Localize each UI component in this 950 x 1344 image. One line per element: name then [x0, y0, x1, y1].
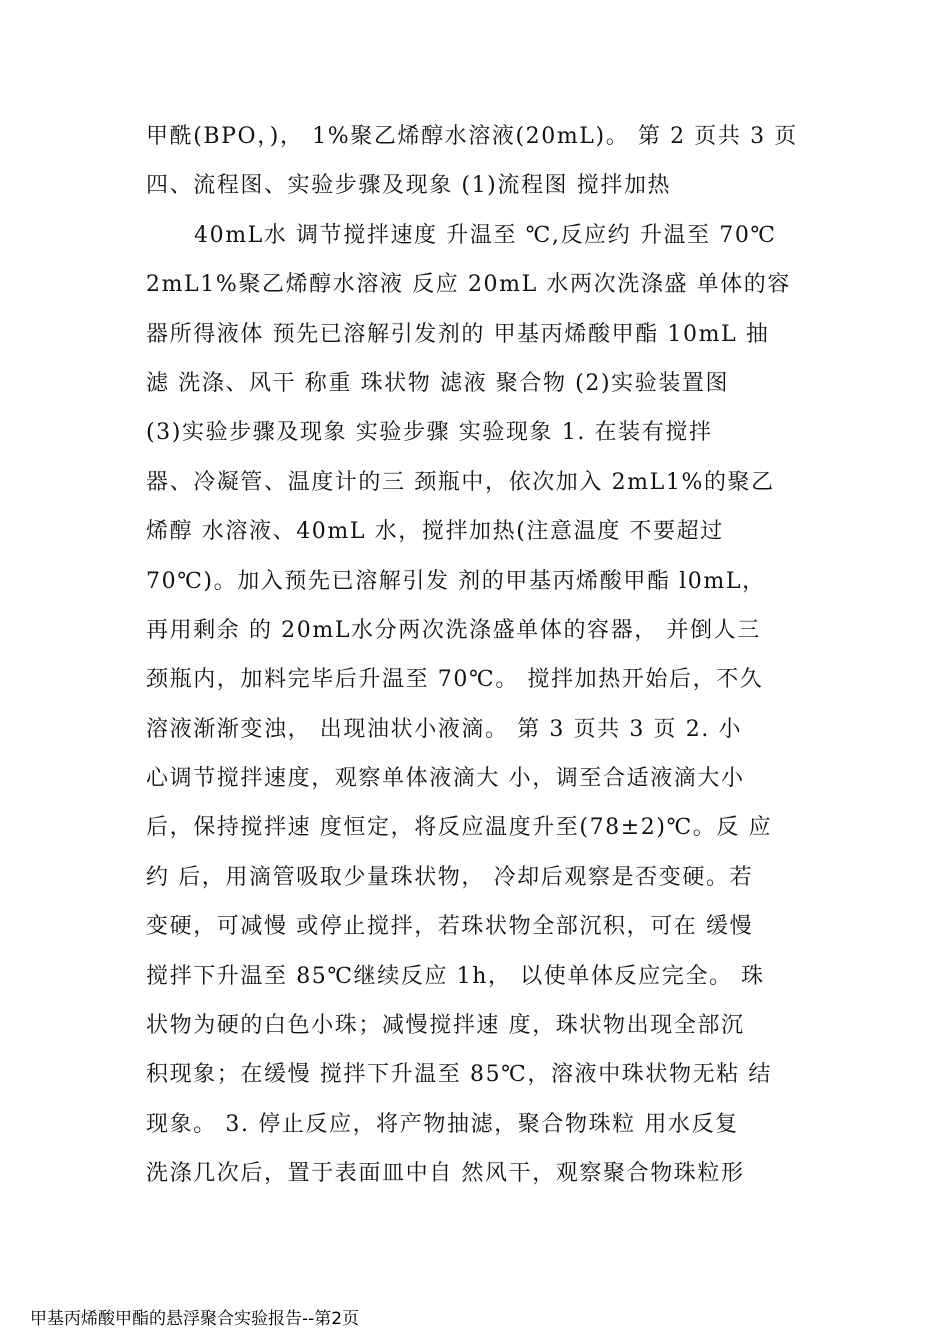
text-line: 烯醇 水溶液、40mL 水，搅拌加热(注意温度 不要超过: [146, 519, 724, 545]
body-text: [146, 112, 816, 1199]
text-line: 甲酰(BPO，)， 1%聚乙烯醇水溶液(20mL)。 第 2 页共 3 页: [146, 124, 798, 149]
text-line: 状物为硬的白色小珠；减慢搅拌速 度，珠状物出现全部沉: [146, 1013, 745, 1039]
text-line: 洗涤几次后，置于表面皿中自 然风干，观察聚合物珠粒形: [146, 1161, 745, 1187]
text-line: 器、冷凝管、温度计的三 颈瓶中，依次加入 2mL1%的聚乙: [146, 469, 775, 495]
text-line: (3)实验步骤及现象 实验步骤 实验现象 1. 在装有搅拌: [146, 420, 713, 446]
text-line: 70℃)。加入预先已溶解引发 剂的甲基丙烯酸甲酯 l0mL，: [146, 568, 766, 594]
text-line: 积现象；在缓慢 搅拌下升温至 85℃，溶液中珠状物无粘 结: [146, 1062, 772, 1088]
text-line: 心调节搅拌速度，观察单体液滴大 小，调至合适液滴大小: [146, 766, 745, 792]
page-footer: 甲基丙烯酸甲酯的悬浮聚合实验报告--第2页: [30, 1309, 360, 1329]
text-line: 变硬，可减慢 或停止搅拌，若珠状物全部沉积，可在 缓慢: [146, 914, 754, 940]
text-line: 现象。 3. 停止反应，将产物抽滤，聚合物珠粒 用水反复: [146, 1111, 739, 1137]
text-line: 2mL1%聚乙烯醇水溶液 反应 20mL 水两次洗涤盛 单体的容: [146, 272, 792, 298]
text-line: 溶液渐渐变浊， 出现油状小液滴。 第 3 页共 3 页 2. 小: [146, 716, 743, 742]
text-line: 颈瓶内，加料完毕后升温至 70℃。 搅拌加热开始后，不久: [146, 667, 764, 693]
text-line: 滤 洗涤、风干 称重 珠状物 滤液 聚合物 (2)实验装置图: [146, 370, 730, 396]
text-line: 后，保持搅拌速 度恒定，将反应温度升至(78±2)℃。反 应: [146, 815, 773, 841]
text-line: 四、流程图、实验步骤及现象 (1)流程图 搅拌加热: [146, 173, 672, 199]
text-line: 器所得液体 预先已溶解引发剂的 甲基丙烯酸甲酯 10mL 抽: [146, 321, 770, 347]
text-line: 搅拌下升温至 85℃继续反应 1h， 以使单体反应完全。 珠: [146, 963, 765, 989]
text-line: 40mL水 调节搅拌速度 升温至 ℃,反应约 升温至 70℃: [194, 222, 777, 248]
text-line: 再用剩余 的 20mL水分两次洗涤盛单体的容器， 并倒人三: [146, 617, 761, 643]
text-line: 约 后，用滴管吸取少量珠状物， 冷却后观察是否变硬。若: [146, 864, 754, 890]
